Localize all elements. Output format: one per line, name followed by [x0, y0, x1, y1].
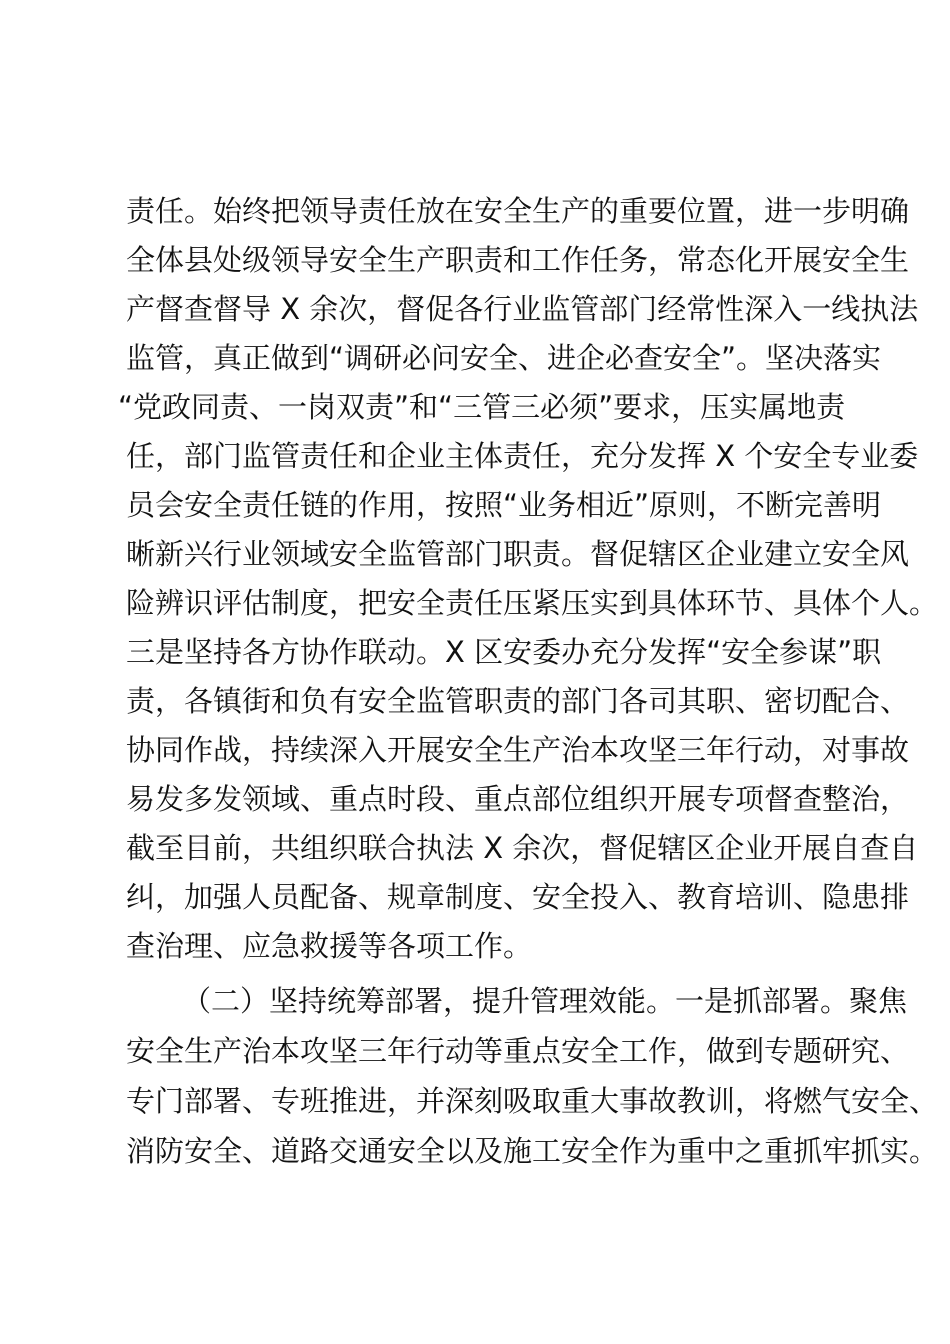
text-line: 纠，加强人员配备、规章制度、安全投入、教育培训、隐患排: [126, 880, 910, 914]
text-line: 三是坚持各方协作联动。X 区安委办充分发挥“安全参谋”职: [126, 635, 882, 669]
text-line: 晰新兴行业领域安全监管部门职责。督促辖区企业建立安全风: [126, 537, 910, 571]
text-line: 责，各镇街和负有安全监管职责的部门各司其职、密切配合、: [126, 684, 910, 718]
text-line: 员会安全责任链的作用，按照“业务相近”原则，不断完善明: [126, 488, 882, 522]
text-line: 消防安全、道路交通安全以及施工安全作为重中之重抓牢抓实。: [126, 1134, 939, 1168]
text-line: “党政同责、一岗双责”和“三管三必须”要求，压实属地责: [118, 390, 846, 424]
text-line: 产督查督导 X 余次，督促各行业监管部门经常性深入一线执法: [126, 292, 919, 326]
text-line: 险辨识评估制度，把安全责任压紧压实到具体环节、具体个人。: [126, 586, 939, 620]
text-line: 责任。始终把领导责任放在安全生产的重要位置，进一步明确: [126, 194, 910, 228]
text-line: 截至目前，共组织联合执法 X 余次，督促辖区企业开展自查自: [126, 831, 919, 865]
text-line: 协同作战，持续深入开展安全生产治本攻坚三年行动，对事故: [126, 733, 910, 767]
text-line: 专门部署、专班推进，并深刻吸取重大事故教训，将燃气安全、: [126, 1084, 939, 1118]
text-line: 全体县处级领导安全生产职责和工作任务，常态化开展安全生: [126, 243, 910, 277]
text-line: 任，部门监管责任和企业主体责任，充分发挥 X 个安全专业委: [126, 439, 919, 473]
text-line: 查治理、应急救援等各项工作。: [126, 929, 533, 963]
text-line: 易发多发领域、重点时段、重点部位组织开展专项督查整治，: [126, 782, 910, 816]
text-line: 监管，真正做到“调研必问安全、进企必查安全”。坚决落实: [126, 341, 882, 375]
text-line: 安全生产治本攻坚三年行动等重点安全工作，做到专题研究、: [126, 1034, 910, 1068]
section-heading-line: （二）坚持统筹部署，提升管理效能。一是抓部署。聚焦: [182, 984, 908, 1018]
